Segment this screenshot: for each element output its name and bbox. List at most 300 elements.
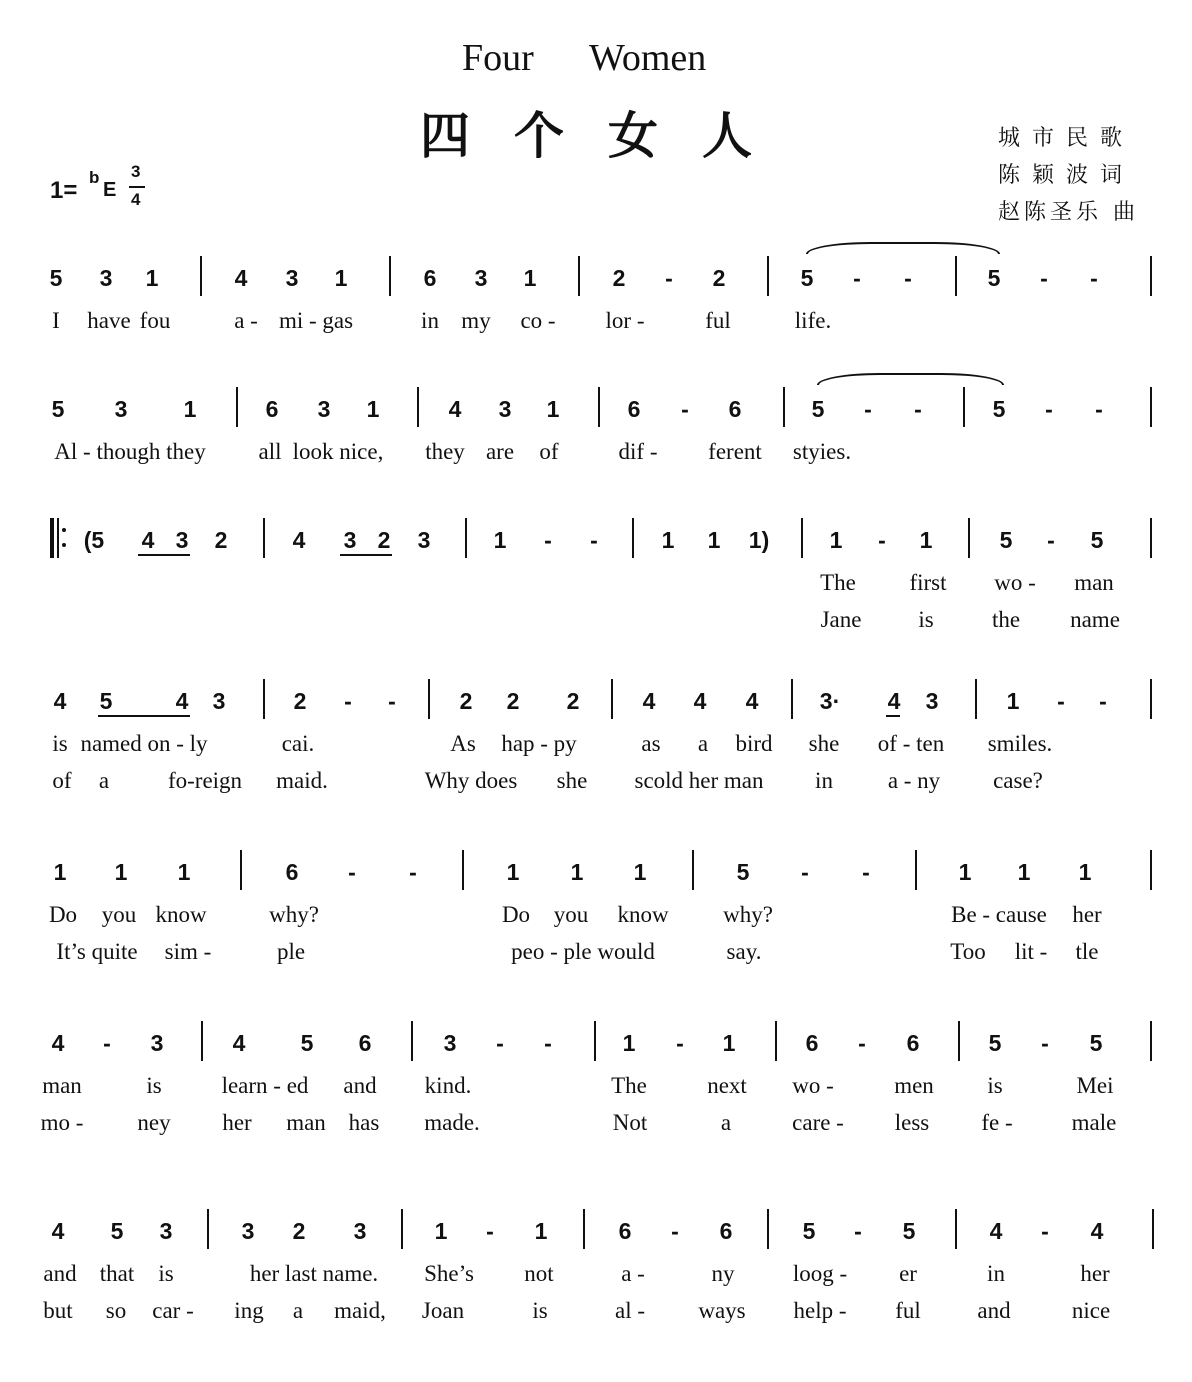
lyric-word: Not bbox=[612, 1110, 648, 1135]
bar-line bbox=[958, 1021, 960, 1061]
note: 4 bbox=[51, 1030, 65, 1056]
dash-note: - bbox=[544, 1030, 552, 1056]
tie-slur bbox=[806, 242, 1000, 254]
lyric-word: al - bbox=[614, 1298, 646, 1323]
note: 4 bbox=[292, 527, 306, 553]
note: 4 bbox=[141, 527, 155, 553]
note: 5 bbox=[999, 527, 1013, 553]
dash-note: - bbox=[878, 527, 886, 553]
note: 1 bbox=[958, 859, 972, 885]
bar-line bbox=[767, 1209, 769, 1249]
lyric-word: ple bbox=[276, 939, 306, 964]
title-english-word-2: Women bbox=[589, 37, 707, 79]
lyric-word: As bbox=[450, 731, 476, 756]
lyric-word: Do bbox=[48, 902, 78, 927]
lyric-word: It’s quite bbox=[56, 939, 138, 964]
lyric-word: and bbox=[977, 1298, 1011, 1323]
lyric-word: styies. bbox=[792, 439, 852, 464]
lyric-word: fe - bbox=[981, 1110, 1013, 1135]
credit-composer: 赵陈圣乐 曲 bbox=[998, 200, 1139, 225]
lyric-word: hap - py bbox=[501, 731, 577, 756]
bar-line bbox=[801, 518, 803, 558]
note: 6 bbox=[627, 396, 641, 422]
note: 5 bbox=[802, 1218, 816, 1244]
lyric-word: lit - bbox=[1014, 939, 1048, 964]
beam-underline bbox=[886, 715, 900, 717]
note: 1 bbox=[1006, 688, 1020, 714]
lyric-word: is bbox=[52, 731, 68, 756]
bar-line bbox=[611, 679, 613, 719]
lyric-word: a bbox=[98, 768, 110, 793]
bar-line bbox=[594, 1021, 596, 1061]
title-english-word-1: Four bbox=[462, 37, 534, 79]
bar-line bbox=[1150, 387, 1152, 427]
lyric-word: ferent bbox=[708, 439, 762, 464]
lyric-word: male bbox=[1071, 1110, 1117, 1135]
lyric-word: Al - though they bbox=[54, 439, 206, 464]
lyric-word: ny bbox=[711, 1261, 735, 1286]
lyric-word: say. bbox=[726, 939, 762, 964]
note: 2 bbox=[377, 527, 391, 553]
note: 1 bbox=[622, 1030, 636, 1056]
dash-note: - bbox=[544, 527, 552, 553]
note: 3 bbox=[159, 1218, 173, 1244]
bar-line bbox=[767, 256, 769, 296]
note: 6 bbox=[358, 1030, 372, 1056]
dash-note: - bbox=[665, 265, 673, 291]
lyric-word: help - bbox=[793, 1298, 847, 1323]
note: 5 bbox=[987, 265, 1001, 291]
note: 6 bbox=[618, 1218, 632, 1244]
note: 1 bbox=[523, 265, 537, 291]
lyric-word: fou bbox=[139, 308, 171, 333]
note: 1 bbox=[183, 396, 197, 422]
lyric-word: and bbox=[343, 1073, 377, 1098]
note: 6 bbox=[265, 396, 279, 422]
lyric-word: ful bbox=[705, 308, 731, 333]
dash-note: - bbox=[1045, 396, 1053, 422]
bar-line bbox=[775, 1021, 777, 1061]
bar-line bbox=[915, 850, 917, 890]
bar-line bbox=[462, 850, 464, 890]
bar-line bbox=[207, 1209, 209, 1249]
credit-genre: 城市民歌 bbox=[998, 126, 1135, 151]
note: 5 bbox=[110, 1218, 124, 1244]
lyric-word: in bbox=[815, 768, 833, 793]
dash-note: - bbox=[409, 859, 417, 885]
note: 2 bbox=[612, 265, 626, 291]
lyric-word: bird bbox=[735, 731, 773, 756]
dash-note: - bbox=[1041, 1030, 1049, 1056]
lyric-word: in bbox=[421, 308, 439, 333]
bar-line bbox=[263, 518, 265, 558]
note: 1 bbox=[570, 859, 584, 885]
dash-note: - bbox=[1041, 1218, 1049, 1244]
dash-note: - bbox=[103, 1030, 111, 1056]
dash-note: - bbox=[681, 396, 689, 422]
note: 3 bbox=[474, 265, 488, 291]
lyric-word: made. bbox=[424, 1110, 480, 1135]
lyric-word: her bbox=[1072, 902, 1102, 927]
lyric-word: my bbox=[461, 308, 491, 333]
bar-line bbox=[1150, 679, 1152, 719]
note: 4 bbox=[1090, 1218, 1104, 1244]
lyric-word: why? bbox=[723, 902, 773, 927]
lyric-word: has bbox=[348, 1110, 380, 1135]
note: 5 bbox=[99, 688, 113, 714]
lyric-word: is bbox=[918, 607, 934, 632]
note: 3 bbox=[353, 1218, 367, 1244]
lyric-word: name bbox=[1070, 607, 1120, 632]
note: 4 bbox=[53, 688, 67, 714]
note: 3 bbox=[925, 688, 939, 714]
bar-line bbox=[428, 679, 430, 719]
note: 1 bbox=[1078, 859, 1092, 885]
lyric-word: of bbox=[539, 439, 559, 464]
note: 6 bbox=[728, 396, 742, 422]
lyric-word: co - bbox=[520, 308, 556, 333]
note: 1 bbox=[366, 396, 380, 422]
lyric-word: a - ny bbox=[887, 768, 941, 793]
lyric-word: have bbox=[87, 308, 131, 333]
bar-line bbox=[1152, 1209, 1154, 1249]
lyric-word: mo - bbox=[40, 1110, 84, 1135]
lyric-word: of bbox=[52, 768, 72, 793]
lyric-word: you bbox=[101, 902, 137, 927]
lyric-word: but bbox=[43, 1298, 73, 1323]
credit-lyricist: 陈颖波词 bbox=[998, 163, 1135, 188]
note: 1 bbox=[114, 859, 128, 885]
lyric-word: wo - bbox=[994, 570, 1036, 595]
lyric-word: I bbox=[52, 308, 60, 333]
note: 2 bbox=[712, 265, 726, 291]
lyric-word: dif - bbox=[618, 439, 658, 464]
dash-note: - bbox=[1099, 688, 1107, 714]
repeat-dot bbox=[62, 528, 66, 532]
lyric-word: her last name. bbox=[249, 1261, 379, 1286]
dash-note: - bbox=[1090, 265, 1098, 291]
key-prefix: 1= bbox=[50, 177, 78, 204]
lyric-word: maid. bbox=[276, 768, 328, 793]
note: 1 bbox=[546, 396, 560, 422]
lyric-word: Do bbox=[501, 902, 531, 927]
dash-note: - bbox=[590, 527, 598, 553]
lyric-word: maid, bbox=[334, 1298, 386, 1323]
lyric-word: a - bbox=[621, 1261, 645, 1286]
note: 6 bbox=[423, 265, 437, 291]
lyric-word: she bbox=[556, 768, 588, 793]
bar-line bbox=[200, 256, 202, 296]
note: 6 bbox=[906, 1030, 920, 1056]
bar-line bbox=[1150, 1021, 1152, 1061]
dash-note: - bbox=[388, 688, 396, 714]
lyric-word: ing bbox=[234, 1298, 264, 1323]
lyric-word: Too bbox=[950, 939, 986, 964]
note: 5 bbox=[800, 265, 814, 291]
note: 4 bbox=[448, 396, 462, 422]
note: 3 bbox=[241, 1218, 255, 1244]
note: 1 bbox=[707, 527, 721, 553]
note: 1 bbox=[145, 265, 159, 291]
lyric-word: know bbox=[617, 902, 669, 927]
lyric-word: so bbox=[105, 1298, 127, 1323]
note: 5 bbox=[51, 396, 65, 422]
note: 4 bbox=[693, 688, 707, 714]
bar-line bbox=[598, 387, 600, 427]
note: 1 bbox=[722, 1030, 736, 1056]
lyric-word: mi - gas bbox=[278, 308, 354, 333]
note: (5 bbox=[83, 527, 105, 553]
lyric-word: look nice, bbox=[292, 439, 384, 464]
lyric-word: man bbox=[286, 1110, 326, 1135]
bar-line bbox=[955, 1209, 957, 1249]
lyric-word: ways bbox=[698, 1298, 746, 1323]
note: 3 bbox=[443, 1030, 457, 1056]
bar-line bbox=[240, 850, 242, 890]
lyric-word: She’s bbox=[424, 1261, 474, 1286]
dash-note: - bbox=[486, 1218, 494, 1244]
dash-note: - bbox=[676, 1030, 684, 1056]
lyric-word: car - bbox=[152, 1298, 194, 1323]
note: 5 bbox=[992, 396, 1006, 422]
dash-note: - bbox=[671, 1218, 679, 1244]
repeat-bar-thin bbox=[57, 518, 59, 558]
time-signature-bottom: 4 bbox=[131, 190, 141, 209]
lyric-word: case? bbox=[993, 768, 1043, 793]
bar-line bbox=[955, 256, 957, 296]
beam-underline bbox=[98, 715, 190, 717]
note: 3 bbox=[343, 527, 357, 553]
note: 1 bbox=[829, 527, 843, 553]
note: 3 bbox=[212, 688, 226, 714]
beam-underline bbox=[138, 554, 190, 556]
note: 4 bbox=[887, 688, 901, 714]
lyric-word: that bbox=[99, 1261, 135, 1286]
lyric-word: her bbox=[1080, 1261, 1110, 1286]
dash-note: - bbox=[858, 1030, 866, 1056]
lyric-word: man bbox=[42, 1073, 82, 1098]
note: 5 bbox=[1090, 527, 1104, 553]
dash-note: - bbox=[864, 396, 872, 422]
note: 5 bbox=[902, 1218, 916, 1244]
dash-note: - bbox=[496, 1030, 504, 1056]
note: 1 bbox=[334, 265, 348, 291]
note: 1 bbox=[661, 527, 675, 553]
note: 6 bbox=[285, 859, 299, 885]
key-flat: b bbox=[89, 168, 100, 187]
lyric-word: as bbox=[641, 731, 661, 756]
note: 5 bbox=[49, 265, 63, 291]
note: 3 bbox=[114, 396, 128, 422]
lyric-word: ney bbox=[137, 1110, 171, 1135]
lyric-word: a bbox=[292, 1298, 304, 1323]
bar-line bbox=[791, 679, 793, 719]
note: 2 bbox=[506, 688, 520, 714]
lyric-word: of - ten bbox=[877, 731, 945, 756]
title-chinese: 四个女人 bbox=[420, 107, 796, 165]
lyric-word: smiles. bbox=[987, 731, 1053, 756]
lyric-word: man bbox=[1074, 570, 1114, 595]
bar-line bbox=[236, 387, 238, 427]
lyric-word: life. bbox=[794, 308, 832, 333]
note: 2 bbox=[292, 1218, 306, 1244]
lyric-word: Why does bbox=[424, 768, 518, 793]
note: 2 bbox=[459, 688, 473, 714]
lyric-word: Mei bbox=[1076, 1073, 1114, 1098]
lyric-word: ful bbox=[895, 1298, 921, 1323]
lyric-word: The bbox=[820, 570, 856, 595]
dash-note: - bbox=[914, 396, 922, 422]
note: 4 bbox=[745, 688, 759, 714]
bar-line bbox=[1150, 518, 1152, 558]
lyric-word: The bbox=[611, 1073, 647, 1098]
note: 3 bbox=[150, 1030, 164, 1056]
lyric-word: fo-reign bbox=[167, 768, 243, 793]
bar-line bbox=[578, 256, 580, 296]
key-note: E bbox=[103, 179, 117, 201]
lyric-word: sim - bbox=[164, 939, 212, 964]
lyric-word: she bbox=[808, 731, 840, 756]
bar-line bbox=[583, 1209, 585, 1249]
note: 1 bbox=[534, 1218, 548, 1244]
dash-note: - bbox=[1040, 265, 1048, 291]
lyric-word: first bbox=[909, 570, 947, 595]
bar-line bbox=[411, 1021, 413, 1061]
bar-line bbox=[783, 387, 785, 427]
lyric-word: and bbox=[43, 1261, 77, 1286]
bar-line bbox=[263, 679, 265, 719]
time-signature-line bbox=[129, 186, 145, 188]
note: 3 bbox=[99, 265, 113, 291]
note: 3 bbox=[417, 527, 431, 553]
lyric-word: a bbox=[697, 731, 709, 756]
lyric-word: is bbox=[987, 1073, 1003, 1098]
lyric-word: is bbox=[158, 1261, 174, 1286]
note: 3· bbox=[819, 688, 841, 714]
dash-note: - bbox=[853, 265, 861, 291]
lyric-word: Joan bbox=[421, 1298, 465, 1323]
dash-note: - bbox=[1095, 396, 1103, 422]
lyric-word: they bbox=[425, 439, 465, 464]
bar-line bbox=[465, 518, 467, 558]
lyric-word: you bbox=[553, 902, 589, 927]
note: 5 bbox=[811, 396, 825, 422]
lyric-word: next bbox=[707, 1073, 747, 1098]
lyric-word: the bbox=[991, 607, 1021, 632]
note: 2 bbox=[214, 527, 228, 553]
note: 2 bbox=[566, 688, 580, 714]
lyric-word: kind. bbox=[424, 1073, 472, 1098]
bar-line bbox=[401, 1209, 403, 1249]
lyric-word: er bbox=[899, 1261, 917, 1286]
bar-line bbox=[968, 518, 970, 558]
note: 1 bbox=[177, 859, 191, 885]
lyric-word: cai. bbox=[281, 731, 315, 756]
lyric-word: her bbox=[222, 1110, 252, 1135]
note: 3 bbox=[285, 265, 299, 291]
lyric-word: named on - ly bbox=[80, 731, 208, 756]
repeat-bar-thick bbox=[50, 518, 54, 558]
dash-note: - bbox=[1057, 688, 1065, 714]
bar-line bbox=[389, 256, 391, 296]
bar-line bbox=[632, 518, 634, 558]
lyric-word: less bbox=[894, 1110, 930, 1135]
note: 4 bbox=[232, 1030, 246, 1056]
lyric-word: lor - bbox=[605, 308, 645, 333]
lyric-word: wo - bbox=[792, 1073, 834, 1098]
note: 6 bbox=[719, 1218, 733, 1244]
note: 2 bbox=[293, 688, 307, 714]
note: 1 bbox=[633, 859, 647, 885]
bar-line bbox=[963, 387, 965, 427]
lyric-word: nice bbox=[1071, 1298, 1111, 1323]
dash-note: - bbox=[904, 265, 912, 291]
lyric-word: a bbox=[720, 1110, 732, 1135]
lyric-word: are bbox=[485, 439, 515, 464]
note: 1 bbox=[434, 1218, 448, 1244]
dash-note: - bbox=[348, 859, 356, 885]
dash-note: - bbox=[1047, 527, 1055, 553]
lyric-word: peo - ple would bbox=[511, 939, 655, 964]
tie-slur bbox=[817, 373, 1004, 385]
lyric-word: is bbox=[146, 1073, 162, 1098]
note: 1 bbox=[493, 527, 507, 553]
bar-line bbox=[201, 1021, 203, 1061]
lyric-word: care - bbox=[792, 1110, 844, 1135]
lyric-word: know bbox=[155, 902, 207, 927]
lyric-word: is bbox=[532, 1298, 548, 1323]
lyric-word: men bbox=[894, 1073, 934, 1098]
beam-underline bbox=[340, 554, 392, 556]
lyric-word: not bbox=[524, 1261, 554, 1286]
lyric-word: a - bbox=[234, 308, 258, 333]
repeat-dot bbox=[62, 543, 66, 547]
note: 5 bbox=[1089, 1030, 1103, 1056]
bar-line bbox=[417, 387, 419, 427]
note: 1) bbox=[748, 527, 770, 553]
note: 1 bbox=[506, 859, 520, 885]
note: 3 bbox=[175, 527, 189, 553]
note: 1 bbox=[53, 859, 67, 885]
lyric-word: learn - ed bbox=[221, 1073, 309, 1098]
bar-line bbox=[692, 850, 694, 890]
note: 1 bbox=[919, 527, 933, 553]
note: 6 bbox=[805, 1030, 819, 1056]
lyric-word: in bbox=[987, 1261, 1005, 1286]
note: 4 bbox=[989, 1218, 1003, 1244]
note: 4 bbox=[234, 265, 248, 291]
lyric-word: Be - cause bbox=[951, 902, 1047, 927]
dash-note: - bbox=[801, 859, 809, 885]
note: 3 bbox=[317, 396, 331, 422]
dash-note: - bbox=[854, 1218, 862, 1244]
note: 5 bbox=[988, 1030, 1002, 1056]
dash-note: - bbox=[344, 688, 352, 714]
note: 1 bbox=[1017, 859, 1031, 885]
lyric-word: scold her man bbox=[634, 768, 764, 793]
note: 5 bbox=[736, 859, 750, 885]
lyric-word: loog - bbox=[792, 1261, 848, 1286]
lyric-word: tle bbox=[1075, 939, 1099, 964]
bar-line bbox=[1150, 850, 1152, 890]
note: 4 bbox=[51, 1218, 65, 1244]
note: 4 bbox=[642, 688, 656, 714]
bar-line bbox=[975, 679, 977, 719]
lyric-word: why? bbox=[269, 902, 319, 927]
lyric-word: Jane bbox=[820, 607, 862, 632]
bar-line bbox=[1150, 256, 1152, 296]
time-signature-top: 3 bbox=[131, 162, 141, 181]
